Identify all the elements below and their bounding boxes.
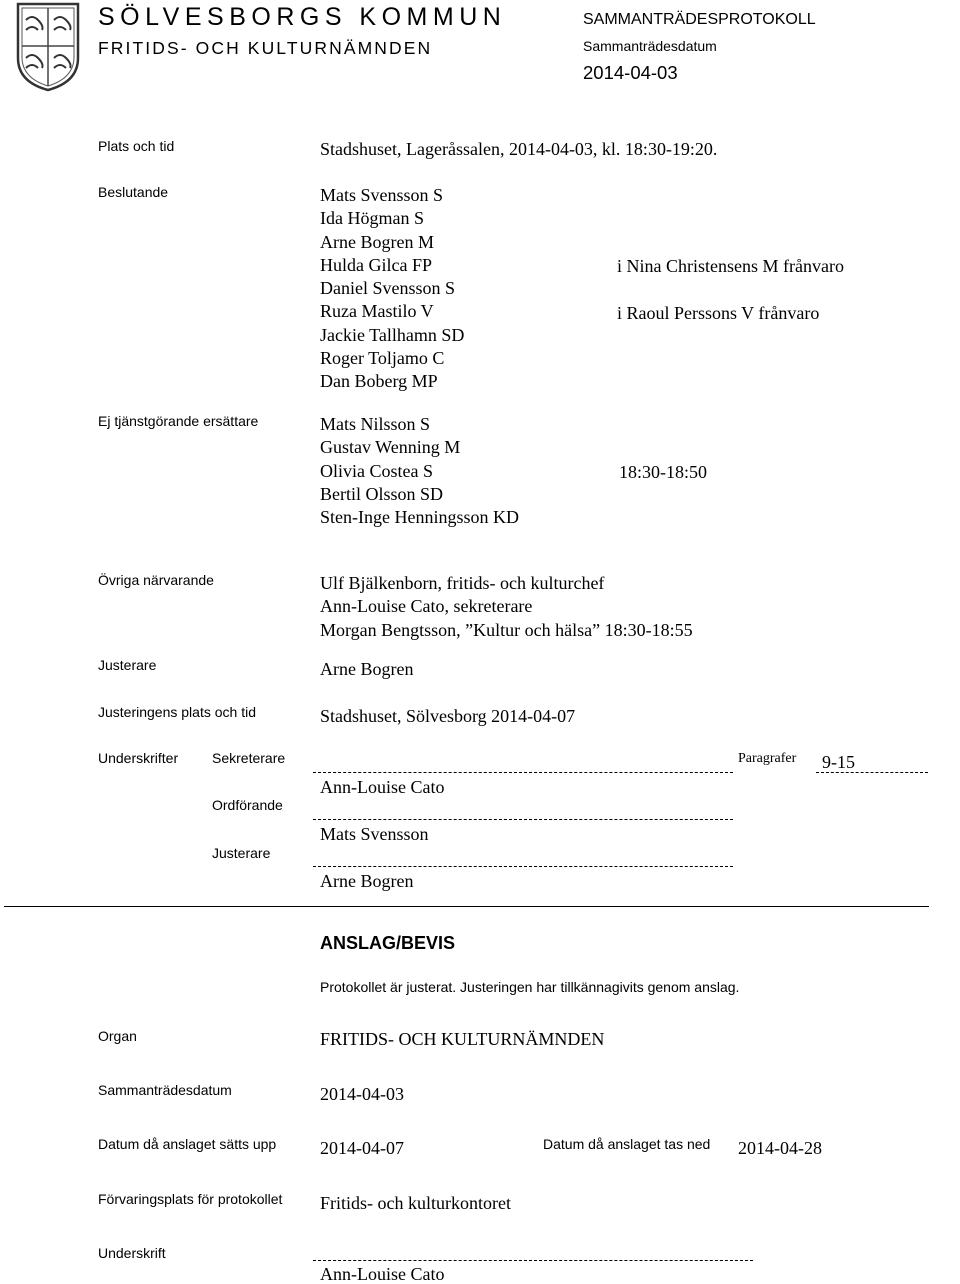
notice-signature-name: Ann-Louise Cato — [320, 1264, 445, 1284]
meeting-date-label: Sammanträdesdatum — [583, 38, 717, 54]
list-item: Ida Högman S — [320, 208, 424, 229]
list-item: Ulf Bjälkenborn, fritids- och kulturchef — [320, 573, 605, 593]
chair-label: Ordförande — [212, 797, 283, 813]
list-item: Mats Svensson S — [320, 185, 444, 205]
list-item: Arne Bogren M — [320, 231, 434, 252]
list-item: Jackie Tallhamn SD — [320, 324, 465, 345]
secretary-label: Sekreterare — [212, 750, 286, 766]
paragraphs-label: Paragrafer — [738, 751, 797, 766]
removed-date-value: 2014-04-28 — [738, 1138, 822, 1158]
list-item: Gustav Wenning M — [320, 437, 461, 458]
adjuster-signature-line — [313, 866, 733, 867]
adjuster-signature-label: Justerare — [212, 845, 271, 861]
notice-title: ANSLAG/BEVIS — [320, 933, 456, 953]
municipality-crest-icon — [12, 0, 84, 92]
adjustment-place-value: Stadshuset, Sölvesborg 2014-04-07 — [320, 706, 576, 726]
list-item: Ruza Mastilo V — [320, 301, 434, 322]
decision-makers-list — [320, 184, 464, 394]
paragraphs-line — [816, 772, 928, 773]
storage-value: Fritids- och kulturkontoret — [320, 1193, 511, 1213]
list-item: Olivia Costea S — [320, 460, 433, 481]
adjustment-place-label: Justeringens plats och tid — [98, 704, 256, 720]
list-item: Dan Boberg MP — [320, 371, 438, 392]
chair-signature-line — [313, 819, 733, 820]
removed-date-label: Datum då anslaget tas ned — [543, 1136, 711, 1152]
list-item: Daniel Svensson S — [320, 278, 455, 299]
others-present-list — [320, 572, 693, 642]
organ-label: Organ — [98, 1028, 137, 1044]
list-item: Bertil Olsson SD — [320, 483, 444, 504]
municipality-name: SÖLVESBORGS KOMMUN — [98, 3, 507, 31]
chair-name: Mats Svensson — [320, 824, 429, 844]
committee-name: FRITIDS- OCH KULTURNÄMNDEN — [98, 38, 433, 58]
notice-meeting-date-label: Sammanträdesdatum — [98, 1082, 232, 1098]
list-item: Roger Toljamo C — [320, 348, 445, 369]
section-divider — [4, 906, 929, 907]
list-item: Hulda Gilca FP — [320, 254, 432, 275]
substitutes-label: Ej tjänstgörande ersättare — [98, 413, 259, 429]
place-time-label: Plats och tid — [98, 138, 175, 154]
list-item: Morgan Bengtsson, ”Kultur och hälsa” 18:30-18:55 — [320, 619, 693, 640]
organ-value: FRITIDS- OCH KULTURNÄMNDEN — [320, 1029, 605, 1049]
decision-makers-label: Beslutande — [98, 184, 169, 200]
list-item: Sten-Inge Henningsson KD — [320, 507, 519, 528]
protocol-type: SAMMANTRÄDESPROTOKOLL — [583, 11, 816, 28]
notice-signature-label: Underskrift — [98, 1245, 166, 1261]
secretary-name: Ann-Louise Cato — [320, 777, 445, 797]
notice-text: Protokollet är justerat. Justeringen har tillkännagivits genom anslag. — [320, 979, 740, 995]
list-item: Ann-Louise Cato, sekreterare — [320, 596, 533, 617]
attendance-time-note: 18:30-18:50 — [619, 462, 707, 482]
place-time-value: Stadshuset, Lageråssalen, 2014-04-03, kl. 18:30-19:20. — [320, 139, 718, 159]
meeting-date: 2014-04-03 — [583, 62, 678, 83]
absence-note: i Raoul Perssons V frånvaro — [617, 303, 820, 323]
notice-meeting-date-value: 2014-04-03 — [320, 1084, 404, 1104]
list-item: Mats Nilsson S — [320, 414, 431, 434]
signatures-label: Underskrifter — [98, 750, 179, 766]
others-present-label: Övriga närvarande — [98, 572, 214, 588]
secretary-signature-line — [313, 772, 733, 773]
paragraphs-value: 9-15 — [822, 752, 855, 772]
storage-label: Förvaringsplats för protokollet — [98, 1191, 283, 1207]
adjuster-signature-name: Arne Bogren — [320, 871, 414, 891]
substitutes-list — [320, 413, 519, 529]
adjuster-value: Arne Bogren — [320, 659, 414, 679]
posted-date-label: Datum då anslaget sätts upp — [98, 1136, 277, 1152]
adjuster-label: Justerare — [98, 657, 157, 673]
posted-date-value: 2014-04-07 — [320, 1138, 404, 1158]
absence-note: i Nina Christensens M frånvaro — [617, 256, 844, 276]
notice-signature-line — [313, 1260, 753, 1261]
